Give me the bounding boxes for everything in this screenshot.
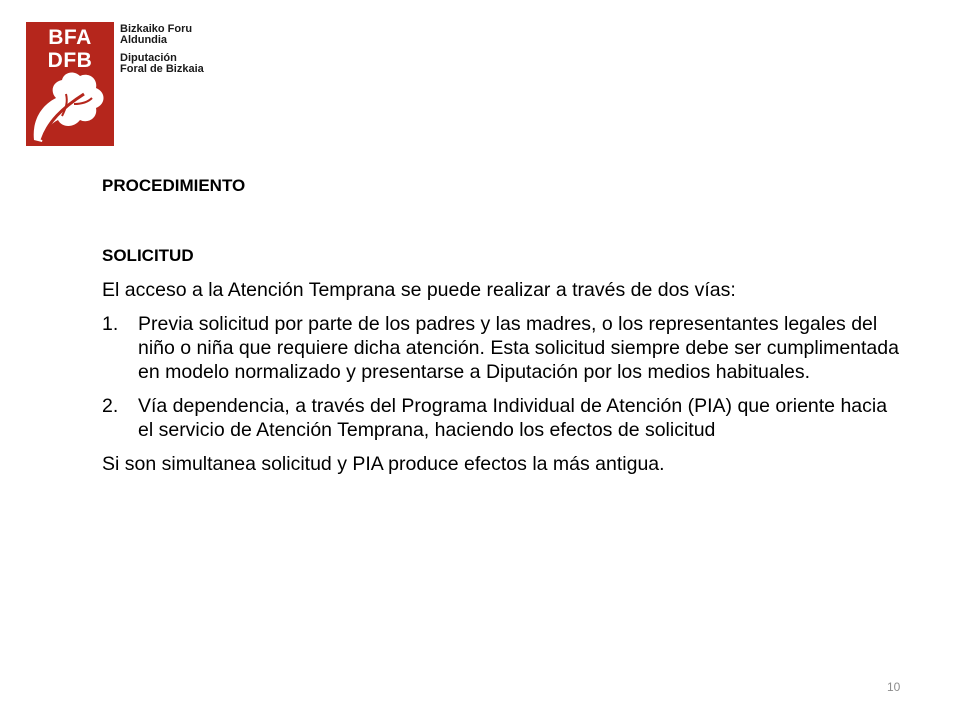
request-heading: SOLICITUD bbox=[102, 246, 194, 265]
logo-name-line: Diputación bbox=[120, 52, 177, 64]
closing-text: Si son simultanea solicitud y PIA produce efectos la más antigua. bbox=[102, 453, 665, 475]
list-item bbox=[102, 312, 902, 384]
logo-institution-names bbox=[120, 24, 210, 75]
logo-name-line: Aldundia bbox=[120, 34, 168, 46]
procedure-heading: PROCEDIMIENTO bbox=[102, 176, 246, 195]
access-ways-list bbox=[102, 312, 902, 442]
logo-name-line: Bizkaiko Foru bbox=[120, 23, 193, 35]
logo-abbreviations bbox=[26, 26, 114, 72]
list-item-number: 1. bbox=[102, 313, 119, 335]
bfa-dfb-logo bbox=[26, 22, 204, 148]
logo-name-line: Foral de Bizkaia bbox=[120, 63, 204, 75]
list-item-number: 2. bbox=[102, 395, 119, 417]
logo-abbr-dfb: DFB bbox=[47, 49, 93, 72]
page-number: 10 bbox=[887, 680, 901, 694]
intro-text: El acceso a la Atención Temprana se puede realizar a través de dos vías: bbox=[102, 279, 736, 301]
list-item bbox=[102, 394, 902, 442]
slide-body bbox=[102, 174, 902, 486]
logo-abbr-bfa: BFA bbox=[48, 26, 92, 49]
list-item-text: Previa solicitud por parte de los padres y las madres, o los representantes legales del niño o niña que requiere dicha atención. Esta solicitud siempre debe ser cumplimentada en modelo normalizado y presentarse a Diputación por los medios habituales. bbox=[138, 313, 899, 383]
list-item-text: Vía dependencia, a través del Programa Individual de Atención (PIA) que oriente hacia el servicio de Atención Temprana, haciendo los efectos de solicitud bbox=[138, 395, 888, 441]
